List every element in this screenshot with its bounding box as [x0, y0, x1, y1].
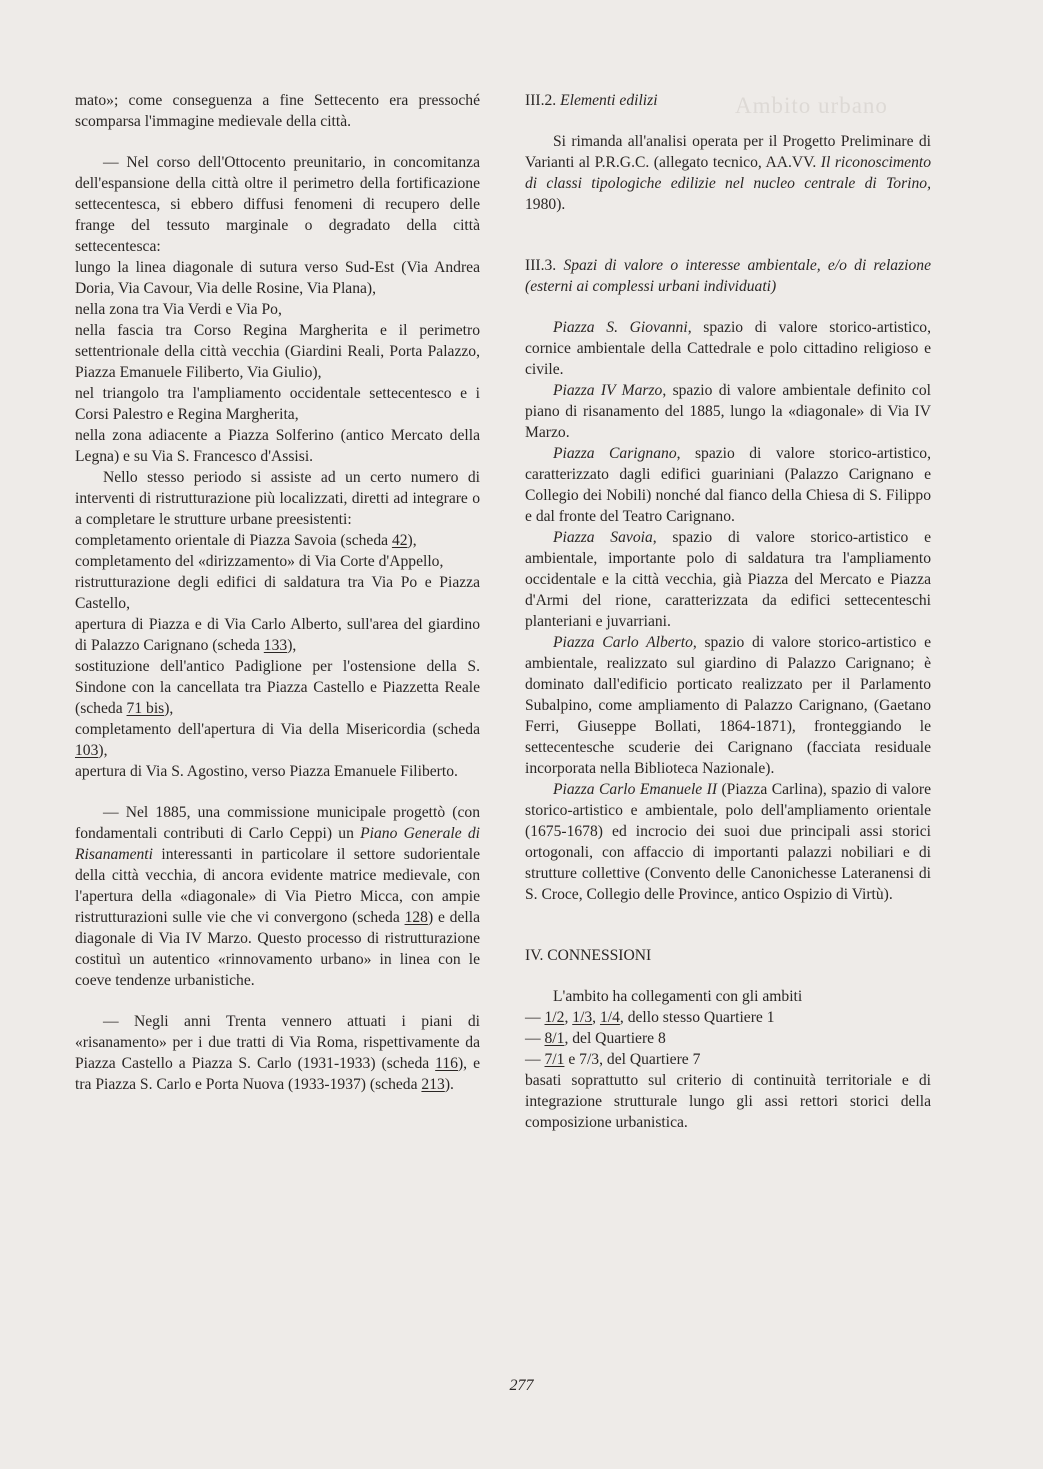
paragraph: Si rimanda all'analisi operata per il Progetto Preliminare di Varianti al P.R.G.C. (allegato tecnico, AA.VV. Il riconoscimento di classi tipologiche edilizie nel nucleo centrale di Torino, 1980).: [525, 133, 931, 213]
left-column: [75, 90, 480, 1095]
paragraph: Piazza Savoia, spazio di valore storico-artistico e ambientale, importante polo di saldatura tra l'ampliamento occidentale e la città vecchia, già Piazza del Mercato e Piazza d'Armi del rione, caratterizzata da edifici settecenteschi planteriani e juvarriani.: [525, 529, 931, 630]
scheda-ref: 128: [404, 909, 428, 926]
list-item: apertura di Via S. Agostino, verso Piazza Emanuele Filiberto.: [75, 763, 458, 780]
list-item: ristrutturazione degli edifici di saldatura tra Via Po e Piazza Castello,: [75, 574, 480, 612]
paragraph: L'ambito ha collegamenti con gli ambiti: [553, 988, 803, 1005]
paragraph: Piazza S. Giovanni, spazio di valore storico-artistico, cornice ambientale della Cattedrale e polo cittadino religioso e civile.: [525, 319, 931, 378]
list-item: completamento orientale di Piazza Savoia (scheda 42),: [75, 532, 417, 549]
page-number: 277: [509, 1377, 534, 1394]
scheda-ref: 133: [263, 637, 288, 654]
right-column: [525, 90, 931, 1133]
list-item: completamento del «dirizzamento» di Via Corte d'Appello,: [75, 553, 444, 570]
list-item: nella fascia tra Corso Regina Margherita e il perimetro settentrionale della città vecchia (Giardini Reali, Porta Palazzo, Piazza Emanuele Filiberto, Via Giulio),: [75, 322, 480, 381]
scheda-ref: 213: [421, 1076, 445, 1093]
list-item: lungo la linea diagonale di sutura verso Sud-Est (Via Andrea Doria, Via Cavour, Via delle Rosine, Via Plana),: [75, 259, 480, 297]
section-heading: IV. CONNESSIONI: [525, 947, 652, 964]
paragraph: Piazza Carignano, spazio di valore storico-artistico, caratterizzato dagli edifici guariniani (Palazzo Carignano e Collegio dei Nobili) nonché dal fianco della Chiesa di S. Filippo e dal fronte del Teatro Carignano.: [525, 445, 931, 525]
scheda-ref: 116: [435, 1055, 458, 1072]
ambito-ref: 8/1: [544, 1030, 565, 1047]
italic-title: Piano Generale di Risanamenti: [75, 825, 480, 863]
ambito-ref: 1/4: [599, 1009, 620, 1026]
scheda-ref: 71 bis: [126, 700, 165, 717]
list-item: — 1/2, 1/3, 1/4, dello stesso Quartiere 1: [525, 1009, 775, 1026]
scheda-ref: 103: [75, 742, 99, 759]
bleed-through-text: Ambito urbano: [735, 93, 888, 118]
list-item: — 8/1, del Quartiere 8: [525, 1030, 666, 1047]
paragraph: Piazza Carlo Alberto, spazio di valore storico-artistico e ambientale, realizzato sul giardino di Palazzo Carignano; è dominato dall'edificio porticato realizzato per il Parlamento Subalpino, come ampliamento di Palazzo Carignano, (Gaetano Ferri, Giuseppe Bollati, 1864-1871), fronteggiando le settecentesche scuderie dei Carignano (facciata residuale incorporata nella Biblioteca Nazionale).: [525, 634, 932, 777]
list-item: nella zona tra Via Verdi e Via Po,: [75, 301, 282, 318]
paragraph: — Nel 1885, una commissione municipale progettò (con fondamentali contributi di Carlo Ceppi) un Piano Generale di Risanamenti interessanti in particolare il settore sudorientale della città vecchia, di ancora evidente matrice medievale, con l'apertura della «diagonale» di Via Pietro Micca, con ampie ristrutturazioni sulle vie che vi convergono (scheda 128) e della diagonale di Via IV Marzo. Questo processo di ristrutturazione costituì un autentico «rinnovamento urbano» in linea con le coeve tendenze urbanistiche.: [75, 804, 480, 989]
ambito-ref: 1/3: [572, 1009, 593, 1026]
list-item: apertura di Piazza e di Via Carlo Alberto, sull'area del giardino di Palazzo Carignano (scheda 133),: [75, 616, 480, 654]
list-item: — 7/1 e 7/3, del Quartiere 7: [525, 1051, 701, 1068]
paragraph: — Negli anni Trenta vennero attuati i piani di «risanamento» per i due tratti di Via Roma, rispettivamente da Piazza Castello a Piazza S. Carlo (1931-1933) (scheda 116), e tra Piazza S. Carlo e Porta Nuova (1933-1937) (scheda 213).: [75, 1013, 480, 1093]
ambito-ref: 1/2: [544, 1009, 565, 1026]
ambito-ref: 7/1: [544, 1051, 565, 1068]
list-item: completamento dell'apertura di Via della Misericordia (scheda 103),: [75, 721, 480, 759]
paragraph: mato»; come conseguenza a fine Settecento era pressoché scomparsa l'immagine medievale della città.: [75, 92, 480, 130]
paragraph: basati soprattutto sul criterio di continuità territoriale e di integrazione strutturale lungo gli assi rettori storici della composizione urbanistica.: [525, 1072, 931, 1131]
section-heading: III.3. Spazi di valore o interesse ambientale, e/o di relazione (esterni ai complessi urbani individuati): [525, 257, 931, 295]
list-item: sostituzione dell'antico Padiglione per l'ostensione della S. Sindone con la cancellata tra Piazza Castello e Piazzetta Reale (scheda 71 bis),: [75, 658, 480, 717]
section-heading: III.2. Elementi edilizi: [525, 92, 658, 109]
list-item: nella zona adiacente a Piazza Solferino (antico Mercato della Legna) e su Via S. Francesco d'Assisi.: [75, 427, 480, 465]
paragraph: Piazza IV Marzo, spazio di valore ambientale definito col piano di risanamento del 1885, lungo la «diagonale» di Via IV Marzo.: [525, 382, 931, 441]
paragraph: Piazza Carlo Emanuele II (Piazza Carlina), spazio di valore storico-artistico e ambientale, polo dell'ampliamento orientale (1675-1678) ed incrocio dei suoi due principali assi storici ortogonali, con affaccio di importanti palazzi nobiliari e di strutture collettive (Convento delle Canonichesse Lateranensi di S. Croce, Collegio delle Province, antico Ospizio di Virtù).: [525, 781, 931, 903]
paragraph: — Nel corso dell'Ottocento preunitario, in concomitanza dell'espansione della città oltre il perimetro della fortificazione settecentesca, si ebbero diffusi fenomeni di recupero delle frange del tessuto marginale o degradato della città settecentesca:: [75, 154, 480, 255]
list-item: nel triangolo tra l'ampliamento occidentale settecentesco e i Corsi Palestro e Regina Margherita,: [75, 385, 480, 423]
paragraph: Nello stesso periodo si assiste ad un certo numero di interventi di ristrutturazione più localizzati, diretti ad integrare o a completare le strutture urbane preesistenti:: [75, 469, 480, 528]
scheda-ref: 42: [391, 532, 408, 549]
